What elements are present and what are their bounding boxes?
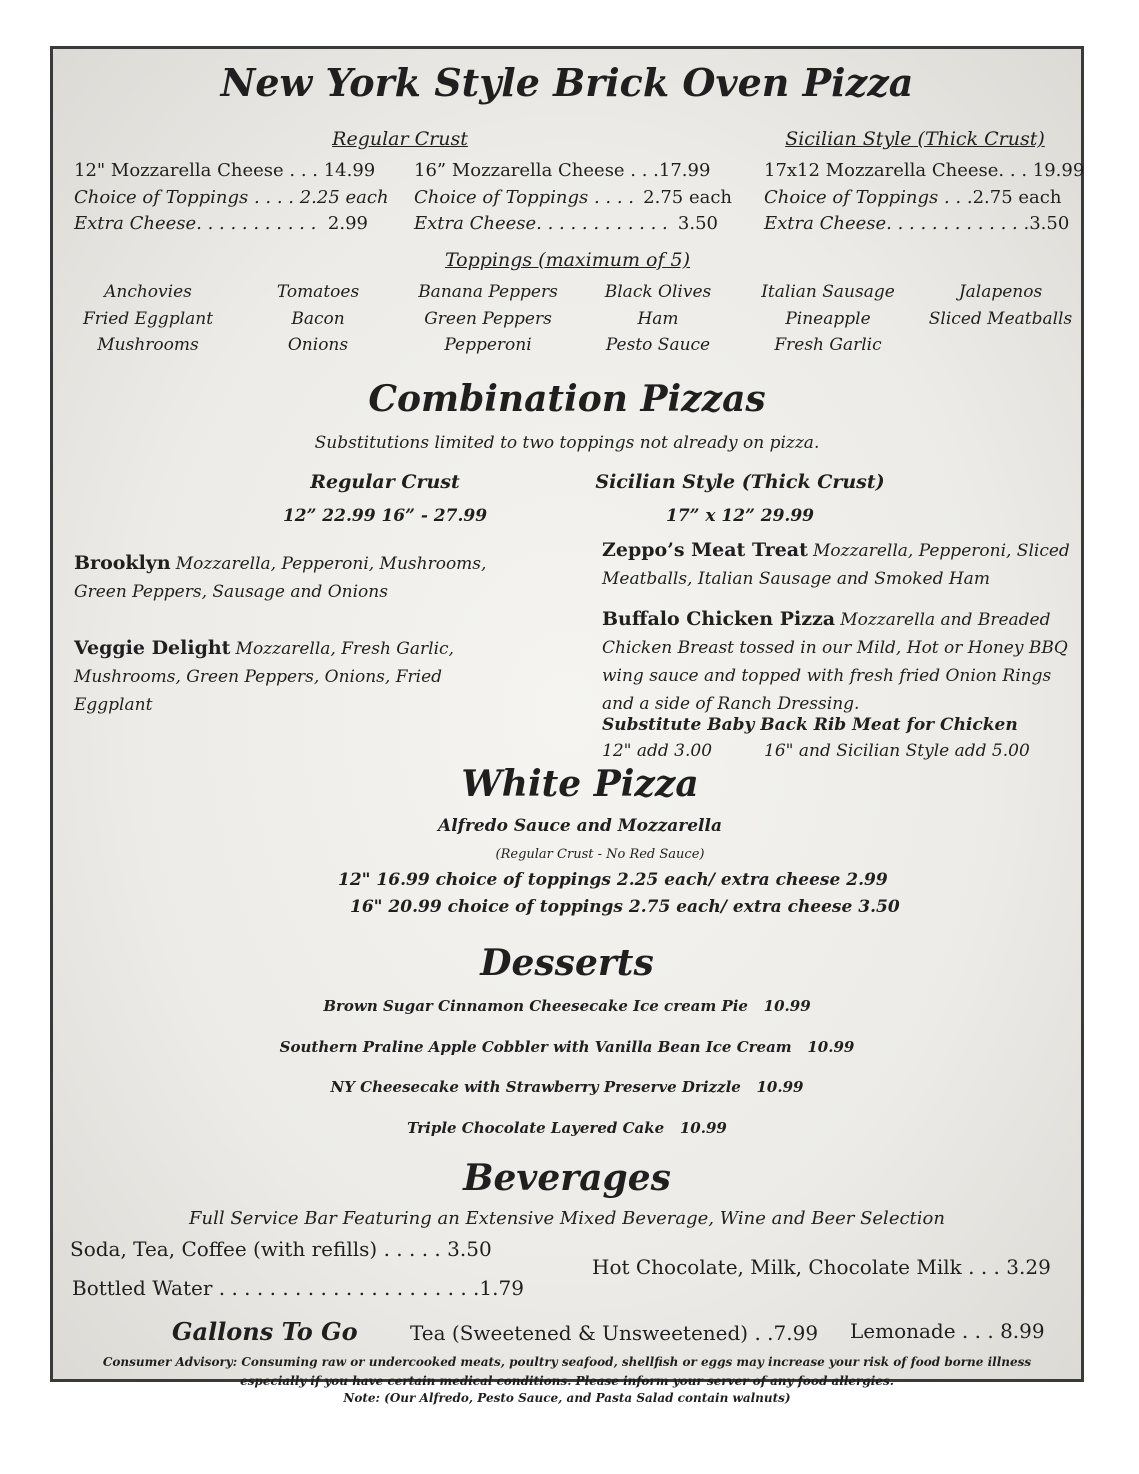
topping-item: Black Olives <box>604 282 712 302</box>
toppings-column-6 <box>918 279 1083 332</box>
brooklyn-desc: Mozzarella, Pepperoni, Mushrooms, Green Peppers, Sausage and Onions <box>74 554 487 602</box>
veggie-name: Veggie Delight <box>74 637 231 659</box>
extra-cheese-12 <box>74 213 368 234</box>
combo-regular-heading: Regular Crust <box>310 471 460 493</box>
topping-item: Pesto Sauce <box>605 335 711 355</box>
extra-cheese-sicilian-price: 3.50 <box>1029 213 1070 234</box>
combo-sicilian-prices: 17” x 12” 29.99 <box>666 506 814 526</box>
toppings-sicilian <box>764 187 1062 208</box>
topping-item: Sliced Meatballs <box>928 308 1073 329</box>
extra-cheese-16-label: Extra Cheese. . . . . . . . . . . . <box>414 213 668 234</box>
topping-item: Fried Eggplant <box>82 308 214 329</box>
lemonade-gallon-price: Lemonade . . . 8.99 <box>850 1319 1045 1343</box>
topping-item: Banana Peppers <box>418 282 558 302</box>
toppings-heading: Toppings (maximum of 5) <box>444 249 691 271</box>
white-pizza-sauce: Alfredo Sauce and Mozzarella <box>438 816 722 836</box>
combo-buffalo <box>602 606 1080 718</box>
dessert-price: 10.99 <box>679 1119 727 1137</box>
dessert-name: Southern Praline Apple Cobbler with Vanilla Bean Ice Cream <box>279 1038 792 1056</box>
toppings-12-price: Choice of Toppings . . . . 2.25 each <box>74 187 389 208</box>
topping-item: Italian Sausage <box>761 282 895 302</box>
extra-cheese-sicilian-label: Extra Cheese. . . . . . . . . . . . . <box>764 213 1030 234</box>
white-pizza-note: (Regular Crust - No Red Sauce) <box>495 847 705 862</box>
white-pizza-heading: White Pizza <box>461 763 699 805</box>
zeppo-name: Zeppo’s Meat Treat <box>602 539 808 561</box>
extra-cheese-sicilian <box>764 213 1068 234</box>
combo-sicilian-heading: Sicilian Style (Thick Crust) <box>595 471 885 493</box>
topping-item: Pineapple <box>785 308 871 329</box>
add-16-sicilian: 16" and Sicilian Style add 5.00 <box>764 741 1030 761</box>
white-pizza-12: 12" 16.99 choice of toppings 2.25 each/ extra cheese 2.99 <box>338 870 888 890</box>
toppings-16 <box>414 187 732 208</box>
extra-cheese-16-price: 3.50 <box>677 213 718 234</box>
topping-item: Ham <box>637 308 679 329</box>
dessert-price: 10.99 <box>807 1038 855 1056</box>
buffalo-name: Buffalo Chicken Pizza <box>602 608 836 630</box>
topping-item: Mushrooms <box>97 335 199 355</box>
add-12: 12" add 3.00 <box>602 741 713 761</box>
mozz-sicilian-price: 17x12 Mozzarella Cheese. . . 19.99 <box>764 160 1085 181</box>
water-price: Bottled Water . . . . . . . . . . . . . . . . . . . . .1.79 <box>72 1276 524 1300</box>
substitute-note: Substitute Baby Back Rib Meat for Chicken <box>602 715 1018 735</box>
zeppo-desc: Mozzarella, Pepperoni, Sliced Meatballs, Italian Sausage and Smoked Ham <box>602 541 1070 589</box>
advisory-line-2: especially if you have certain medical conditions. Please inform your server of any food allergies. <box>240 1374 894 1388</box>
advisory-line-1: Consumer Advisory: Consuming raw or undercooked meats, poultry seafood, shellfish or eggs may increase your risk of food borne illness <box>102 1355 1032 1369</box>
toppings-sicilian-label: Choice of Toppings . . . <box>764 187 973 208</box>
hot-chocolate-price: Hot Chocolate, Milk, Chocolate Milk . . . 3.29 <box>592 1255 1051 1279</box>
combo-brooklyn <box>74 550 514 606</box>
dessert-price: 10.99 <box>763 997 811 1015</box>
topping-item: Onions <box>287 335 349 355</box>
desserts-heading: Desserts <box>480 942 654 984</box>
dessert-name: Triple Chocolate Layered Cake <box>407 1119 665 1137</box>
white-pizza-16: 16" 20.99 choice of toppings 2.75 each/ extra cheese 3.50 <box>350 897 900 917</box>
topping-item: Anchovies <box>104 282 192 302</box>
advisory-line-3: Note: (Our Alfredo, Pesto Sauce, and Pasta Salad contain walnuts) <box>343 1391 791 1405</box>
dessert-item <box>50 1119 1084 1137</box>
extra-cheese-12-label: Extra Cheese. . . . . . . . . . . <box>74 213 317 234</box>
extra-cheese-12-price: 2.99 <box>327 213 368 234</box>
dessert-name: Brown Sugar Cinnamon Cheesecake Ice cream Pie <box>323 997 748 1015</box>
mozz-12-price: 12" Mozzarella Cheese . . . 14.99 <box>74 160 376 181</box>
toppings-column-4 <box>583 279 733 359</box>
gallons-heading: Gallons To Go <box>172 1317 358 1346</box>
toppings-column-2 <box>243 279 393 359</box>
combination-heading: Combination Pizzas <box>368 378 766 420</box>
sicilian-crust-heading: Sicilian Style (Thick Crust) <box>785 128 1045 150</box>
combination-note: Substitutions limited to two toppings not already on pizza. <box>314 433 820 453</box>
dessert-item <box>50 997 1084 1015</box>
topping-item: Jalapenos <box>958 282 1043 302</box>
toppings-column-5 <box>743 279 913 359</box>
toppings-16-label: Choice of Toppings . . . . <box>414 187 635 208</box>
topping-item: Bacon <box>291 308 345 329</box>
dessert-item <box>50 1038 1084 1056</box>
toppings-sicilian-price: 2.75 each <box>972 187 1062 208</box>
beverages-heading: Beverages <box>463 1157 671 1199</box>
topping-item: Tomatoes <box>276 282 360 302</box>
tea-gallon-price: Tea (Sweetened & Unsweetened) . .7.99 <box>410 1321 819 1345</box>
toppings-column-1 <box>63 279 233 359</box>
toppings-16-price: 2.75 each <box>643 187 732 208</box>
topping-item: Green Peppers <box>424 308 552 329</box>
toppings-column-3 <box>403 279 573 359</box>
extra-cheese-16 <box>414 213 718 234</box>
regular-crust-heading: Regular Crust <box>332 128 468 150</box>
topping-item: Pepperoni <box>444 335 532 355</box>
topping-item: Fresh Garlic <box>774 335 882 355</box>
combo-regular-prices: 12” 22.99 16” - 27.99 <box>282 506 488 526</box>
page-title: New York Style Brick Oven Pizza <box>220 60 914 105</box>
dessert-price: 10.99 <box>756 1078 804 1096</box>
veggie-desc: Mozzarella, Fresh Garlic, Mushrooms, Green Peppers, Onions, Fried Eggplant <box>74 639 454 715</box>
dessert-item <box>50 1078 1084 1096</box>
brooklyn-name: Brooklyn <box>74 552 171 574</box>
combo-zeppo <box>602 537 1072 593</box>
combo-veggie <box>74 635 494 719</box>
dessert-name: NY Cheesecake with Strawberry Preserve Drizzle <box>330 1078 741 1096</box>
mozz-16-price: 16” Mozzarella Cheese . . .17.99 <box>414 160 711 181</box>
soda-price: Soda, Tea, Coffee (with refills) . . . . . 3.50 <box>70 1237 492 1261</box>
bar-note: Full Service Bar Featuring an Extensive Mixed Beverage, Wine and Beer Selection <box>189 1208 945 1229</box>
buffalo-desc: Mozzarella and Breaded Chicken Breast tossed in our Mild, Hot or Honey BBQ wing sauce and topped with fresh fried Onion Rings and a side of Ranch Dressing. <box>602 610 1068 714</box>
